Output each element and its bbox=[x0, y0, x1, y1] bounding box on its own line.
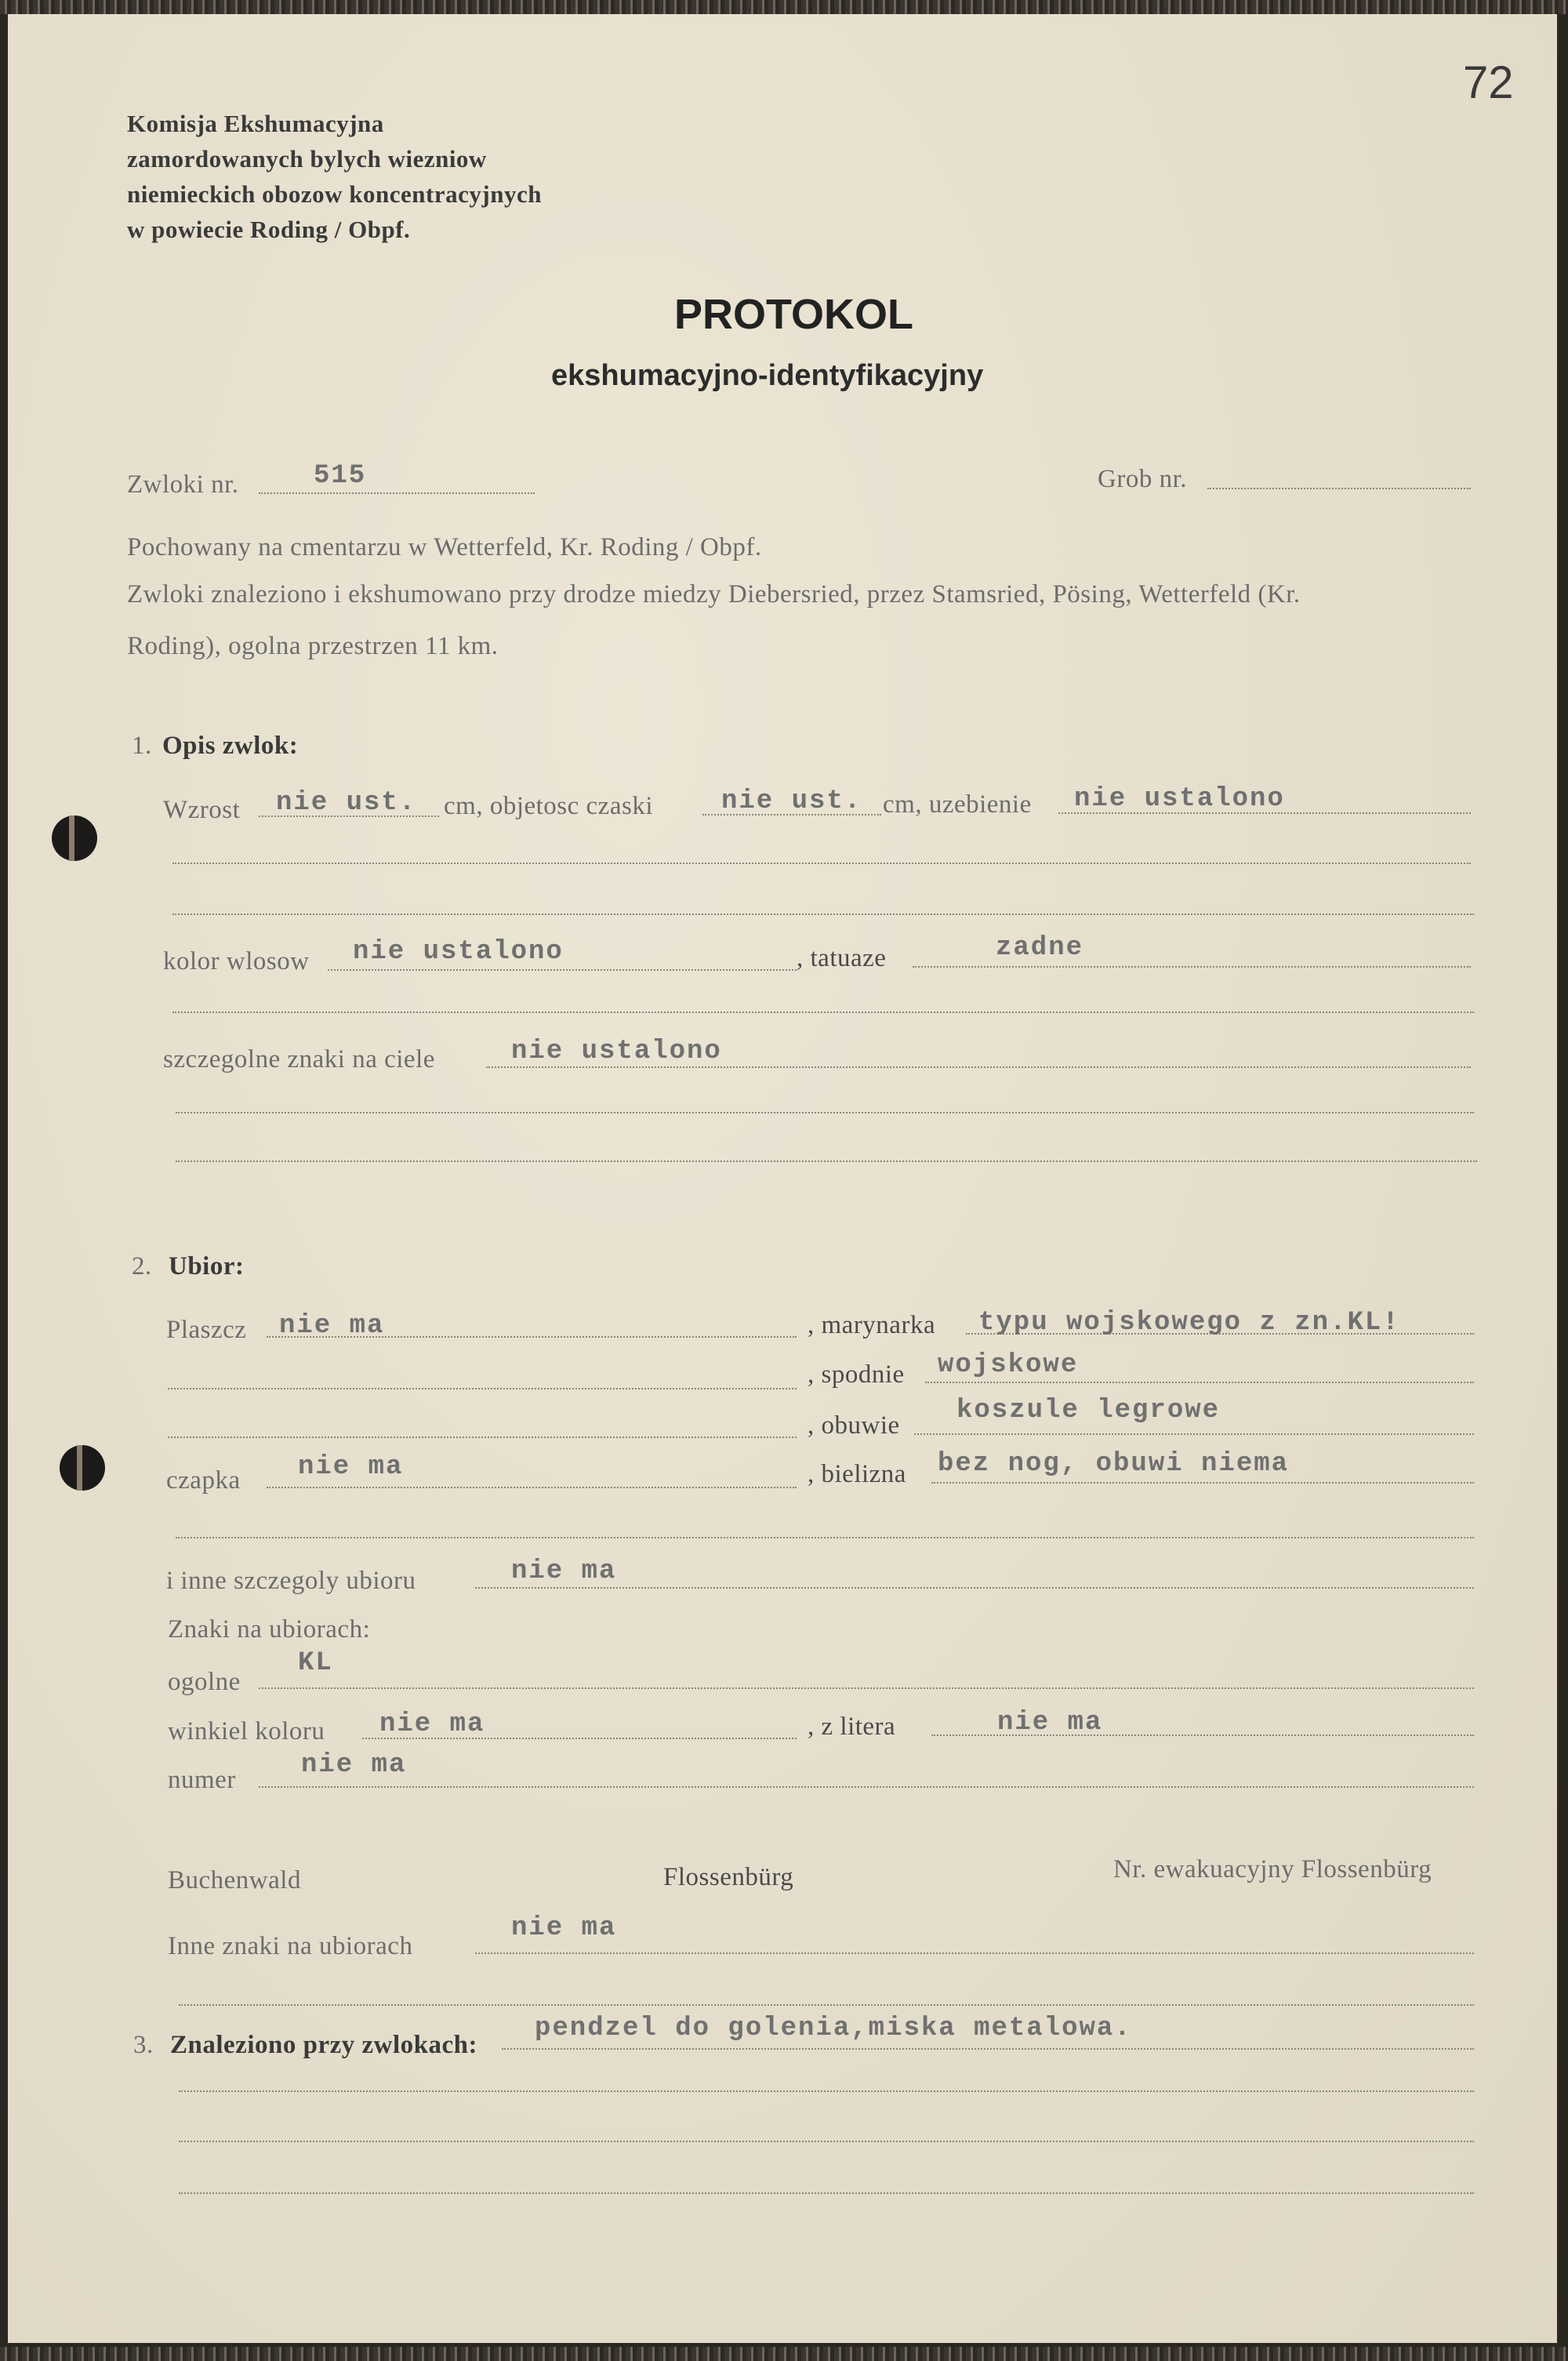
blank-line bbox=[179, 2090, 1474, 2092]
plaszcz-label: Plaszcz bbox=[166, 1316, 247, 1344]
czapka-value: nie ma bbox=[298, 1452, 404, 1482]
zwloki-value: 515 bbox=[314, 461, 367, 491]
blank-line bbox=[179, 2192, 1474, 2194]
obuwie-line bbox=[914, 1433, 1474, 1435]
zwloki-label: Zwloki nr. bbox=[127, 470, 239, 499]
blank-line bbox=[179, 2141, 1474, 2142]
kolor-value: nie ustalono bbox=[353, 937, 564, 967]
section3-number: 3. bbox=[133, 2031, 154, 2059]
numer-line bbox=[259, 1786, 1474, 1788]
grob-label: Grob nr. bbox=[1098, 465, 1187, 493]
scan-top-edge bbox=[0, 0, 1568, 14]
blank-line bbox=[176, 1161, 1477, 1162]
section3-heading: Znaleziono przy zwlokach: bbox=[170, 2031, 477, 2059]
inne-line bbox=[475, 1587, 1474, 1589]
ogolne-value: KL bbox=[298, 1648, 333, 1678]
ewakuacyjny-label: Nr. ewakuacyjny Flossenbürg bbox=[1113, 1855, 1432, 1883]
flossenburg-label: Flossenbürg bbox=[663, 1863, 794, 1891]
czapka-line bbox=[267, 1487, 797, 1488]
wzrost-value: nie ust. bbox=[276, 788, 417, 818]
header-line-4: w powiecie Roding / Obpf. bbox=[127, 216, 411, 243]
inne-znaki-value: nie ma bbox=[511, 1913, 617, 1943]
section1-number: 1. bbox=[132, 732, 152, 760]
section1-heading: Opis zwlok: bbox=[162, 732, 299, 760]
uzebienie-value: nie ustalono bbox=[1074, 784, 1285, 814]
header-line-2: zamordowanych bylych wiezniow bbox=[127, 145, 487, 173]
inne-znaki-line bbox=[475, 1952, 1474, 1954]
blank-line bbox=[168, 1388, 797, 1389]
document-subtitle: ekshumacyjno-identyfikacyjny bbox=[551, 359, 984, 392]
inne-label: i inne szczegoly ubioru bbox=[166, 1567, 416, 1595]
tatuaze-label: , tatuaze bbox=[797, 944, 887, 972]
blank-line bbox=[176, 1112, 1474, 1113]
intro-line-1: Pochowany na cmentarzu w Wetterfeld, Kr. Roding / Obpf. bbox=[127, 533, 762, 561]
header-line-1: Komisja Ekshumacyjna bbox=[127, 110, 384, 137]
znaki-ubior-label: Znaki na ubiorach: bbox=[168, 1615, 371, 1644]
section3-value: pendzel do golenia,miska metalowa. bbox=[535, 2014, 1132, 2043]
buchenwald-label: Buchenwald bbox=[168, 1866, 301, 1894]
bielizna-value: bez nog, obuwi niema bbox=[938, 1449, 1290, 1479]
blank-line bbox=[168, 1437, 797, 1438]
scan-bottom-edge bbox=[0, 2347, 1568, 2361]
czapka-label: czapka bbox=[166, 1466, 241, 1495]
page-number: 72 bbox=[1463, 57, 1514, 108]
inne-value: nie ma bbox=[511, 1556, 617, 1586]
punch-hole bbox=[60, 1445, 105, 1491]
intro-line-2: Zwloki znaleziono i ekshumowano przy drodze miedzy Diebersried, przez Stamsried, Pösing, Wetterfeld (Kr. bbox=[127, 580, 1301, 608]
blank-line bbox=[176, 1537, 1474, 1538]
winkiel-label: winkiel koloru bbox=[168, 1717, 325, 1745]
section2-heading: Ubior: bbox=[169, 1252, 245, 1280]
cm-uzebienie-label: cm, uzebienie bbox=[883, 790, 1032, 819]
znaki-value: nie ustalono bbox=[511, 1037, 722, 1066]
wzrost-label: Wzrost bbox=[163, 796, 241, 824]
litera-value: nie ma bbox=[997, 1708, 1103, 1738]
znaki-label: szczegolne znaki na ciele bbox=[163, 1045, 435, 1073]
ogolne-line bbox=[259, 1687, 1474, 1689]
czaszka-value: nie ust. bbox=[721, 786, 862, 816]
bielizna-label: , bielizna bbox=[808, 1460, 906, 1488]
winkiel-value: nie ma bbox=[379, 1709, 485, 1739]
kolor-line bbox=[328, 969, 797, 971]
cm-objetosc-label: cm, objetosc czaski bbox=[444, 792, 653, 820]
blank-line bbox=[172, 863, 1471, 864]
marynarka-label: , marynarka bbox=[808, 1311, 936, 1339]
obuwie-value: koszule legrowe bbox=[956, 1396, 1221, 1426]
tatuaze-value: zadne bbox=[996, 933, 1084, 963]
zwloki-line bbox=[259, 492, 535, 494]
spodnie-line bbox=[925, 1382, 1474, 1383]
obuwie-label: , obuwie bbox=[808, 1411, 900, 1440]
blank-line bbox=[179, 2004, 1474, 2006]
numer-value: nie ma bbox=[301, 1750, 407, 1780]
tatuaze-line bbox=[913, 966, 1471, 968]
numer-label: numer bbox=[168, 1766, 236, 1794]
blank-line bbox=[172, 1012, 1474, 1013]
section3-line bbox=[502, 2048, 1474, 2050]
section2-number: 2. bbox=[132, 1252, 152, 1280]
blank-line bbox=[172, 914, 1474, 915]
marynarka-value: typu wojskowego z zn.KL! bbox=[978, 1308, 1400, 1338]
kolor-label: kolor wlosow bbox=[163, 947, 310, 975]
ogolne-label: ogolne bbox=[168, 1668, 241, 1696]
intro-line-3: Roding), ogolna przestrzen 11 km. bbox=[127, 632, 499, 660]
plaszcz-value: nie ma bbox=[279, 1311, 385, 1341]
spodnie-label: , spodnie bbox=[808, 1360, 905, 1389]
inne-znaki-label: Inne znaki na ubiorach bbox=[168, 1932, 413, 1960]
header-line-3: niemieckich obozow koncentracyjnych bbox=[127, 180, 542, 208]
bielizna-line bbox=[931, 1482, 1474, 1484]
spodnie-value: wojskowe bbox=[938, 1350, 1079, 1380]
document-title: PROTOKOL bbox=[674, 291, 914, 338]
punch-hole bbox=[52, 815, 97, 861]
znaki-line bbox=[486, 1066, 1471, 1068]
litera-label: , z litera bbox=[808, 1713, 896, 1741]
grob-line bbox=[1207, 488, 1471, 489]
